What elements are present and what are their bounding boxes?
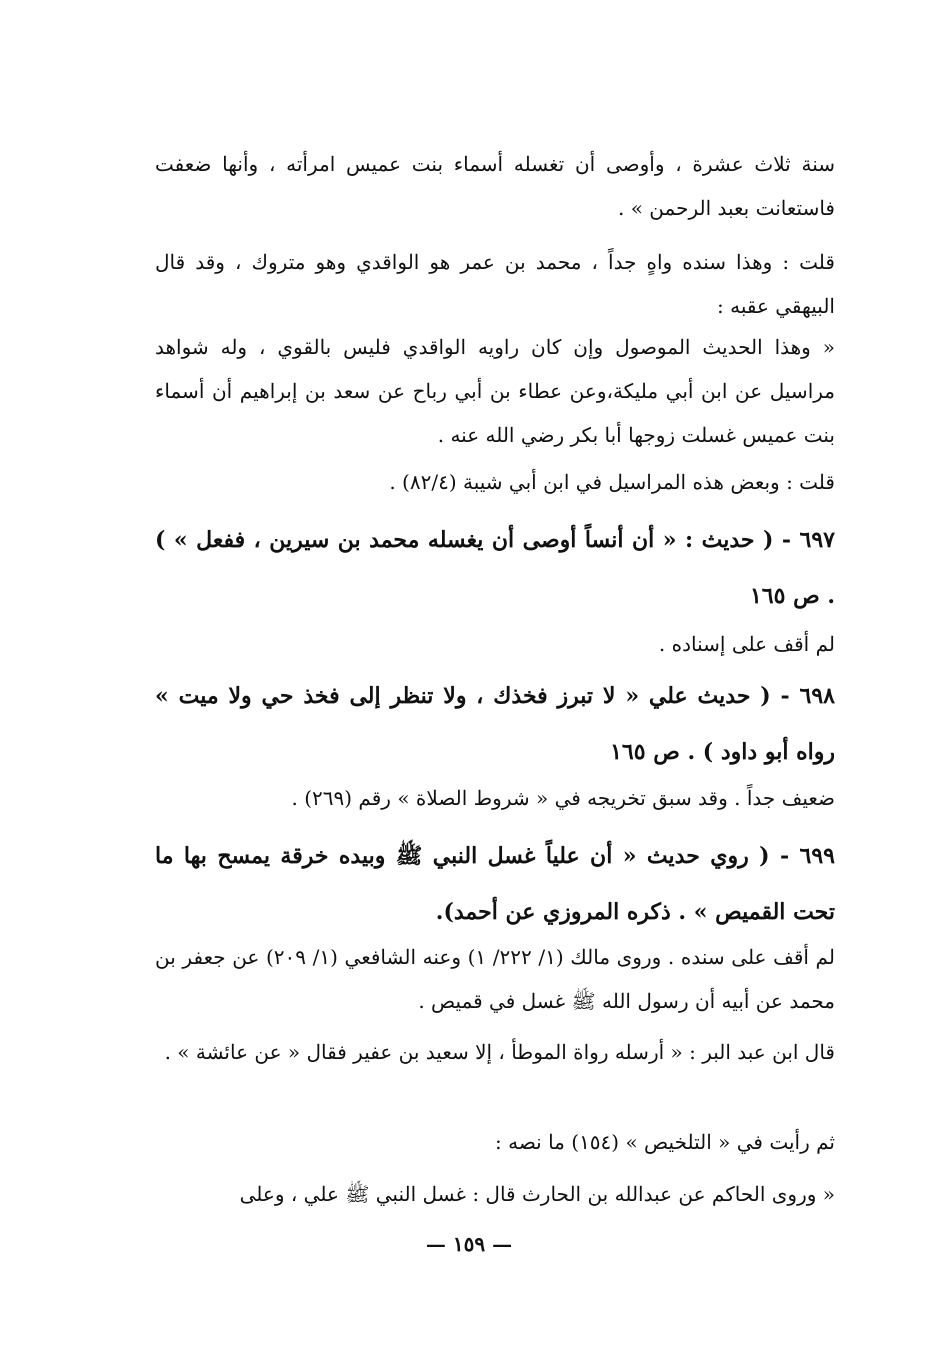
paragraph-12: ثم رأيت في « التلخيص » (١٥٤) ما نصه : [495,1130,835,1154]
page-number: — ١٥٩ — [425,1232,513,1256]
paragraph-11: قال ابن عبد البر : « أرسله رواة الموطأ ، إلا سعيد بن عفير فقال « عن عائشة » . [164,1040,835,1064]
paragraph-6: لم أقف على إسناده . [658,632,835,656]
paragraph-8: ضعيف جداً . وقد سبق تخريجه في « شروط الصلاة » رقم (٢٦٩) . [291,786,835,810]
paragraph-10: لم أقف على سنده . وروى مالك (١/ ٢٢٢/ ١) وعنه الشافعي (١/ ٢٠٩) عن جعفر بن محمد عن أبيه أن رسول الله ﷺ غسل في قميص . [155,945,835,1013]
paragraph-2: قلت : وهذا سنده واهٍ جداً ، محمد بن عمر هو الواقدي وهو متروك ، وقد قال البيهقي عقبه : [155,250,835,318]
hadith-698-heading: ٦٩٨ - ( حديث علي « لا تبرز فخذك ، ولا تنظر إلى فخذ حي ولا ميت » رواه أبو داود ) . ص ١٦٥ [155,683,835,765]
paragraph-4: قلت : وبعض هذه المراسيل في ابن أبي شيبة (٨٢/٤) . [389,470,835,494]
hadith-697-heading: ٦٩٧ - ( حديث : « أن أنساً أوصى أن يغسله محمد بن سيرين ، ففعل » ) . ص ١٦٥ [155,527,835,609]
hadith-699-heading: ٦٩٩ - ( روي حديث « أن علياً غسل النبي ﷺ وبيده خرقة يمسح بها ما تحت القميص » . ذكره المروزي عن أحمد). [155,843,835,925]
paragraph-13: « وروى الحاكم عن عبدالله بن الحارث قال : غسل النبي ﷺ علي ، وعلى [239,1182,835,1206]
paragraph-3: « وهذا الحديث الموصول وإن كان راويه الواقدي فليس بالقوي ، وله شواهد مراسيل عن ابن أبي مليكة،وعن عطاء بن أبي رباح عن سعد بن إبراهيم أن أسماء بنت عميس غسلت زوجها أبا بكر رضي الله عنه . [155,335,835,447]
paragraph-1: سنة ثلاث عشرة ، وأوصى أن تغسله أسماء بنت عميس امرأته ، وأنها ضعفت فاستعانت بعبد الرحمن » . [155,152,835,220]
